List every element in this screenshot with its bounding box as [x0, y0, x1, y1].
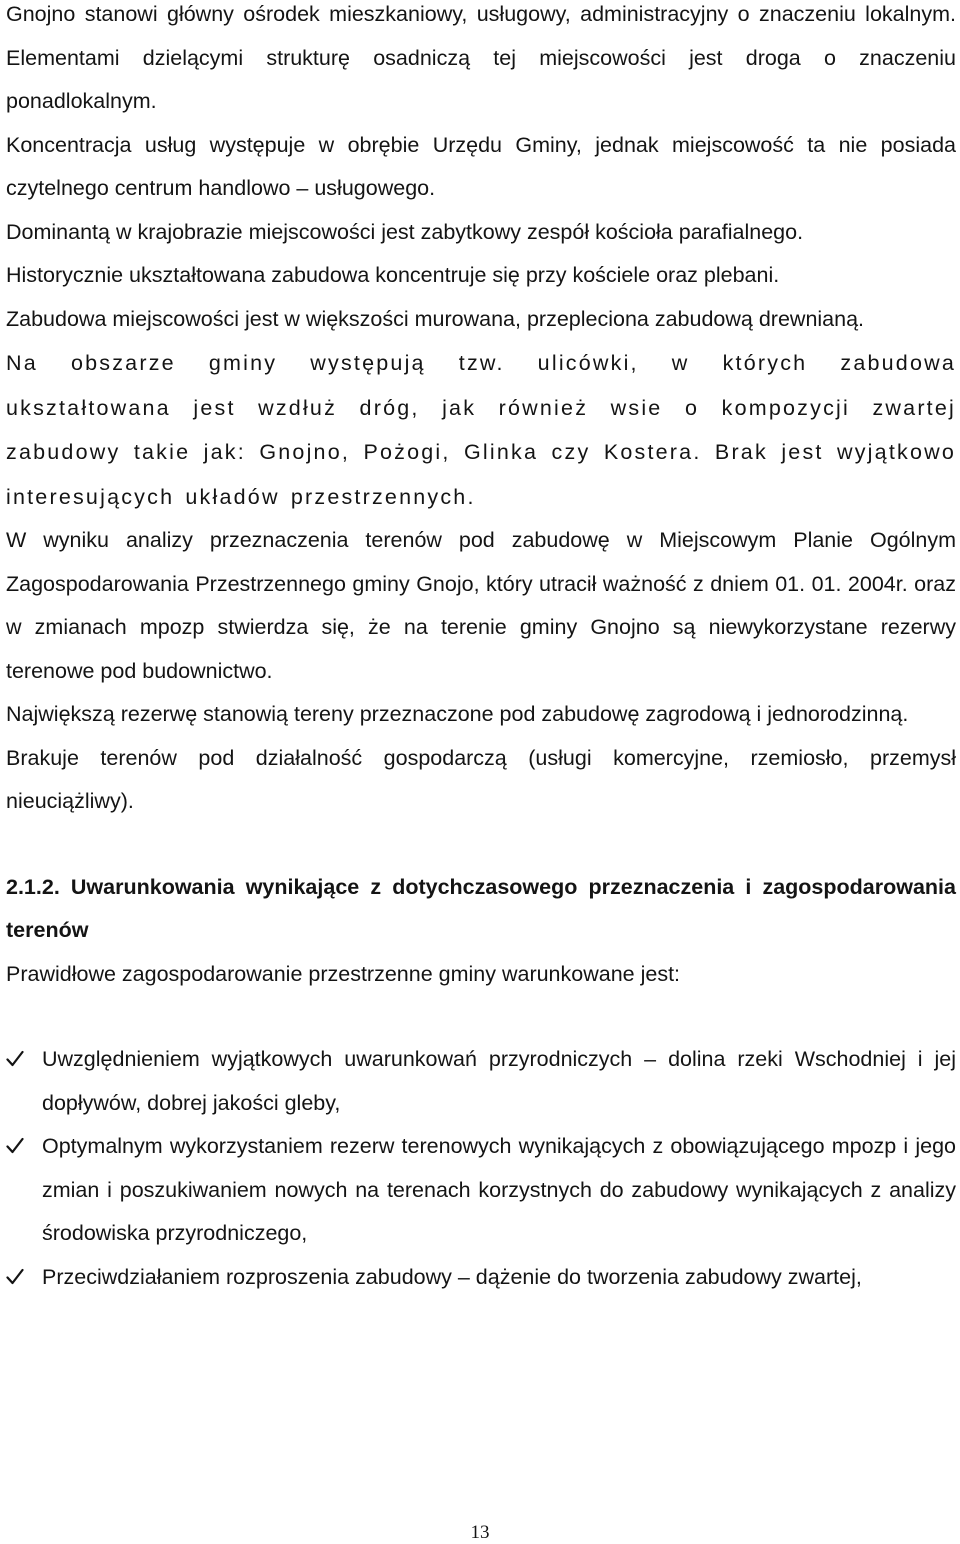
- paragraph-gnojno-center: Gnojno stanowi główny ośrodek mieszkaniowy, usługowy, administracyjny o znaczeniu lokalnym. Elementami dzielącymi strukturę osadniczą tej miejscowości jest droga o znaczeniu ponadlokalnym.: [6, 2, 956, 113]
- checklist-item-text: Optymalnym wykorzystaniem rezerw terenowych wynikających z obowiązującego mpozp i jego zmian i poszukiwaniem nowych na terenach korzystnych do zabudowy wynikających z analizy środowiska przyrodniczego,: [42, 1134, 956, 1245]
- checklist-item: [6, 1125, 956, 1256]
- paragraph-missing-areas: Brakuje terenów pod działalność gospodarczą (usługi komercyjne, rzemiosło, przemysł nieuciążliwy).: [6, 745, 956, 813]
- paragraph-historic-buildings: Historycznie ukształtowana zabudowa koncentruje się przy kościele oraz plebani.: [6, 263, 780, 287]
- page-number: 13: [470, 1522, 490, 1543]
- check-icon: [6, 1137, 24, 1155]
- paragraph-services: Koncentracja usług występuje w obrębie Urzędu Gminy, jednak miejscowość ta nie posiada czytelnego centrum handlowo – usługowego.: [6, 132, 956, 200]
- checklist-item-text: Przeciwdziałaniem rozproszenia zabudowy – dążenie do tworzenia zabudowy zwartej,: [42, 1264, 862, 1289]
- paragraph-dominant: Dominantą w krajobrazie miejscowości jest zabytkowy zespół kościoła parafialnego.: [6, 219, 804, 244]
- section-title: Uwarunkowania wynikające z dotychczasowego przeznaczenia i zagospodarowania terenów: [6, 874, 956, 942]
- checklist-item: [6, 1038, 956, 1125]
- section-heading: [6, 866, 956, 953]
- section-number: 2.1.2.: [6, 874, 60, 899]
- paragraph-largest-reserve: Największą rezerwę stanowią tereny przeznaczone pod zabudowę zagrodową i jednorodzinną.: [6, 702, 909, 726]
- check-icon: [6, 1050, 24, 1068]
- checklist-item: [6, 1256, 956, 1300]
- check-icon: [6, 1268, 24, 1286]
- document-page: [6, 0, 956, 1299]
- paragraph-plan-analysis: W wyniku analizy przeznaczenia terenów pod zabudowę w Miejscowym Planie Ogólnym Zagospodarowania Przestrzennego gminy Gnojo, który utracił ważność z dniem 01. 01. 2004r. oraz w zmianach mpozp stwierdza się, że na terenie gminy Gnojno są niewykorzystane rezerwy terenowe pod budownictwo.: [6, 528, 956, 683]
- section-intro: Prawidłowe zagospodarowanie przestrzenne gminy warunkowane jest:: [6, 961, 681, 986]
- paragraph-building-materials: Zabudowa miejscowości jest w większości murowana, przepleciona zabudową drewnianą.: [6, 306, 865, 331]
- conditions-checklist: [6, 1038, 956, 1299]
- checklist-item-text: Uwzględnieniem wyjątkowych uwarunkowań przyrodniczych – dolina rzeki Wschodniej i jej dopływów, dobrej jakości gleby,: [42, 1047, 956, 1115]
- paragraph-ulicowki: Na obszarze gminy występują tzw. ulicówki, w których zabudowa ukształtowana jest wzdłuż dróg, jak również wsie o kompozycji zwartej zabudowy takie jak: Gnojno, Pożogi, Glinka czy Kostera. Brak jest wyjątkowo interesujących układów przestrzennych.: [6, 351, 956, 509]
